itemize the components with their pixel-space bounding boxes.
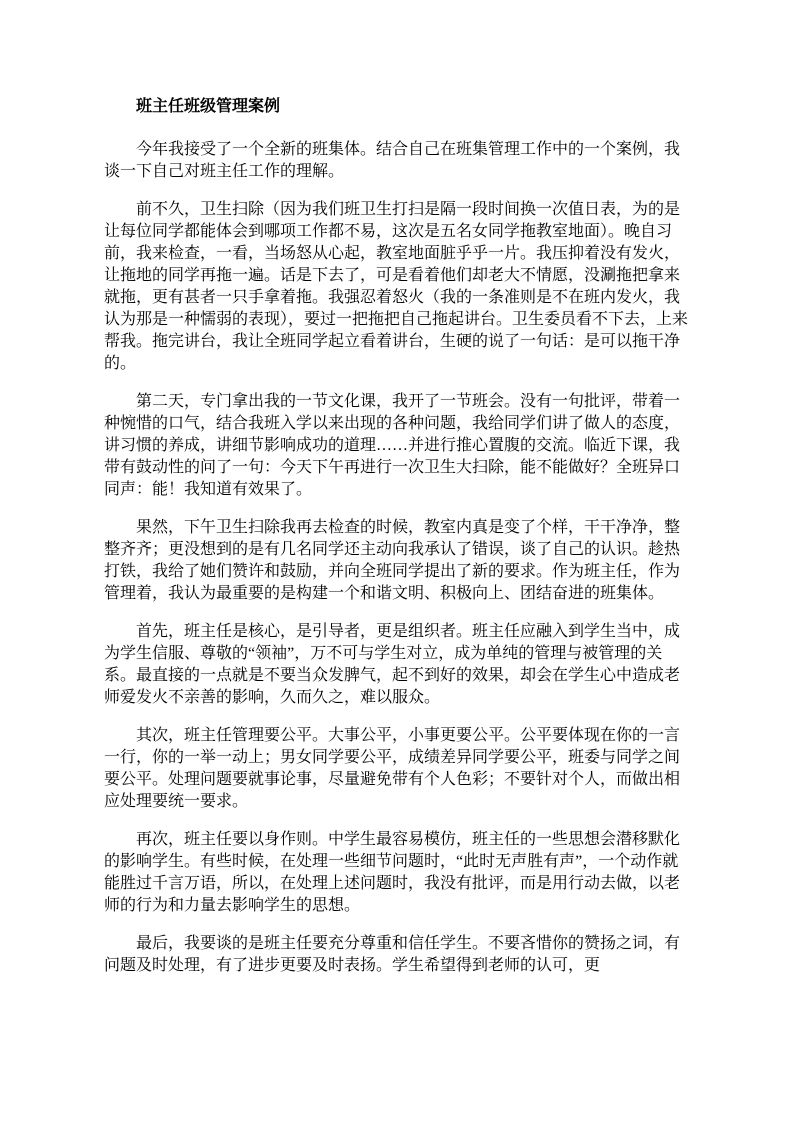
- paragraph-third-point: 再次，班主任要以身作则。中学生最容易模仿，班主任的一些思想会潜移默化的影响学生。有些时候，在处理一些细节问题时，“此时无声胜有声”，一个动作就能胜过千言万语，所以，在处理上述问题时，我没有批评，而是用行动去做，以老师的行为和力量去影响学生的思想。: [104, 831, 681, 914]
- paragraph-intro: 今年我接受了一个全新的班集体。结合自己在班集管理工作中的一个案例，我谈一下自己对班主任工作的理解。: [104, 141, 681, 180]
- paragraph-result: 果然，下午卫生扫除我再去检查的时候，教室内真是变了个样，干干净净，整整齐齐；更没想到的是有几名同学还主动向我承认了错误，谈了自己的认识。趁热打铁，我给了她们赞许和鼓励，并向全班同学提出了新的要求。作为班主任，作为管理着，我认为最重要的是构建一个和谐文明、积极向上、团结奋进的班集体。: [104, 519, 681, 602]
- paragraph-incident: 前不久，卫生扫除（因为我们班卫生打扫是隔一段时间换一次值日表，为的是让每位同学都能体会到哪项工作都不易，这次是五名女同学拖教室地面）。晚自习前，我来检查，一看，当场怒从心起，教室地面脏乎乎一片。我压抑着没有发火，让拖地的同学再拖一遍。话是下去了，可是看着他们却老大不情愿，没涮拖把拿来就拖，更有甚者一只手拿着拖。我强忍着怒火（我的一条准则是不在班内发火，我认为那是一种懦弱的表现），要过一把拖把自己拖起讲台。卫生委员看不下去，上来帮我。拖完讲台，我让全班同学起立看着讲台，生硬的说了一句话：是可以拖干净的。: [104, 201, 689, 372]
- document-title: 班主任班级管理案例: [136, 98, 281, 115]
- paragraph-first-point: 首先，班主任是核心，是引导者，更是组织者。班主任应融入到学生当中，成为学生信服、尊敬的“领袖”，万不可与学生对立，成为单纯的管理与被管理的关系。最直接的一点就是不要当众发脾气，起不到好的效果，却会在学生心中造成老师爱发火不亲善的影响，久而久之，难以服众。: [104, 623, 681, 706]
- paragraph-class-meeting: 第二天，专门拿出我的一节文化课，我开了一节班会。没有一句批评，带着一种惋惜的口气，结合我班入学以来出现的各种问题，我给同学们讲了做人的态度，讲习惯的养成，讲细节影响成功的道理……并进行推心置腹的交流。临近下课，我带有鼓动性的问了一句：今天下午再进行一次卫生大扫除，能不能做好？全班异口同声：能！我知道有效果了。: [104, 393, 681, 498]
- paragraph-second-point: 其次，班主任管理要公平。大事公平，小事更要公平。公平要体现在你的一言一行，你的一举一动上；男女同学要公平，成绩差异同学要公平，班委与同学之间要公平。处理问题要就事论事，尽量避免带有个人色彩；不要针对个人，而做出相应处理要统一要求。: [104, 727, 681, 810]
- paragraph-final-point: 最后，我要谈的是班主任要充分尊重和信任学生。不要吝惜你的赞扬之词，有问题及时处理，有了进步更要及时表扬。学生希望得到老师的认可，更: [104, 935, 681, 974]
